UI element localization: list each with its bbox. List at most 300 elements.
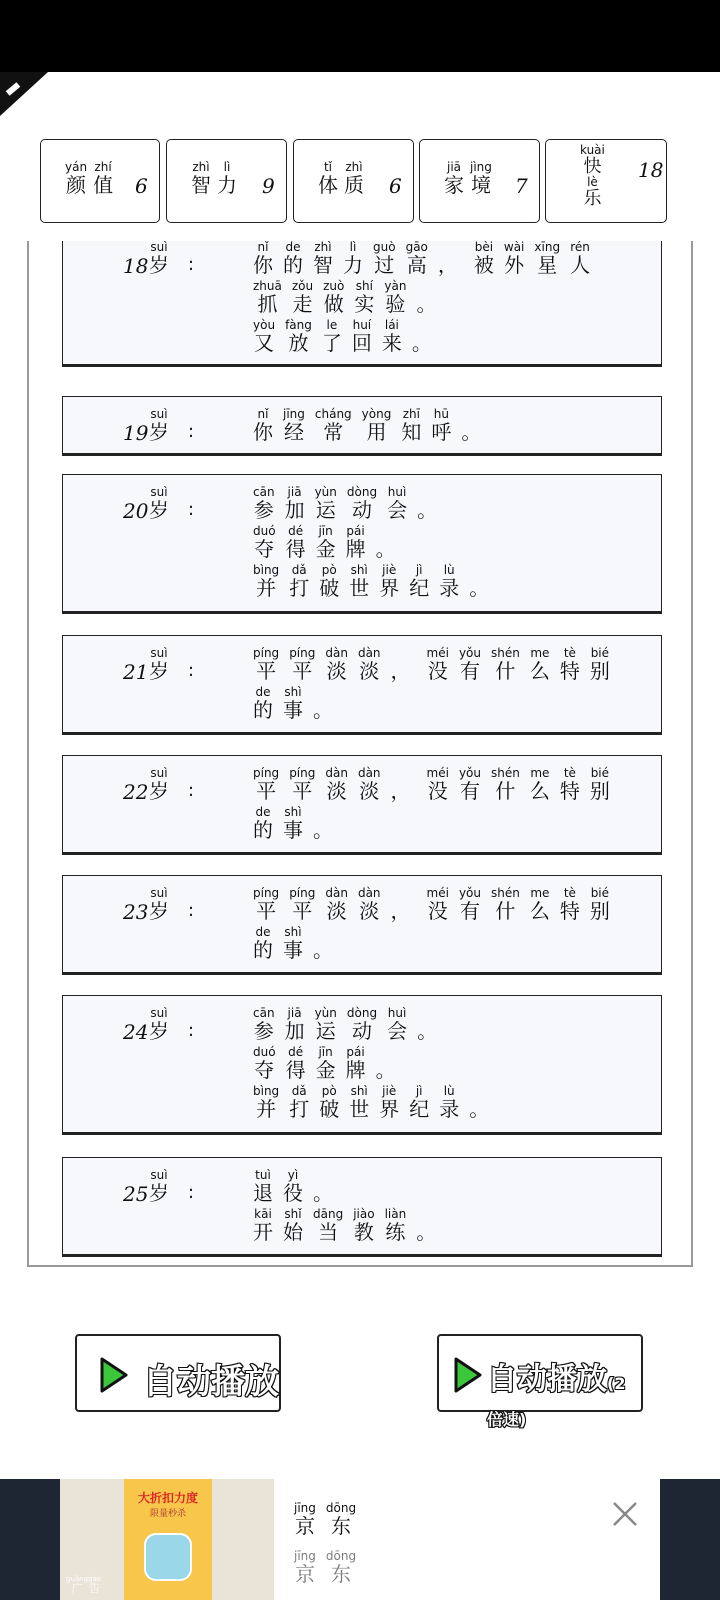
pinyin: jì	[415, 1084, 423, 1098]
hanzi: 退	[253, 1181, 273, 1205]
hanzi-with-pinyin	[387, 1006, 407, 1042]
hanzi-with-pinyin	[253, 1207, 273, 1243]
hanzi-with-pinyin	[289, 563, 309, 599]
hanzi: 淡	[359, 779, 380, 803]
pinyin: méi	[426, 886, 449, 900]
stat-label	[444, 160, 498, 196]
pinyin: bié	[590, 886, 610, 900]
hanzi-with-pinyin	[316, 1045, 336, 1081]
hanzi: 破	[319, 1097, 340, 1121]
hanzi: 广	[71, 1582, 83, 1595]
pinyin: guǎng	[66, 1575, 89, 1583]
hanzi: 。	[313, 938, 333, 962]
ad-char	[294, 1501, 316, 1537]
pinyin: bèi	[474, 241, 494, 254]
hanzi: 役	[283, 1181, 303, 1205]
age-unit	[149, 485, 169, 521]
hanzi-with-pinyin	[283, 805, 303, 841]
pinyin: dàn	[357, 766, 381, 780]
status-bar	[0, 0, 720, 72]
pinyin: jiā	[446, 160, 462, 174]
hanzi: 纪	[409, 1097, 430, 1121]
hanzi: 京	[294, 1514, 315, 1538]
hanzi: 夺	[254, 1058, 275, 1082]
hanzi-with-pinyin	[292, 279, 313, 315]
pinyin: me	[530, 646, 550, 660]
hanzi-with-pinyin	[491, 886, 520, 922]
hanzi-with-pinyin	[379, 1084, 399, 1120]
hanzi: 录	[439, 576, 460, 600]
stat-char	[470, 160, 492, 196]
hanzi-with-pinyin	[391, 886, 411, 922]
hanzi-with-pinyin	[325, 766, 348, 802]
ad-label	[66, 1575, 101, 1595]
pinyin: dōng	[325, 1501, 357, 1515]
pinyin: suì	[150, 1006, 168, 1020]
hanzi-with-pinyin	[313, 925, 333, 961]
hanzi-with-pinyin	[347, 1006, 377, 1042]
pinyin: lì	[349, 241, 357, 254]
pinyin: duó	[253, 524, 276, 538]
pinyin: de	[255, 805, 271, 819]
pinyin: yùn	[314, 485, 337, 499]
hanzi-with-pinyin	[283, 1168, 303, 1204]
pinyin: dòng	[346, 485, 378, 499]
hanzi: 呼	[431, 420, 452, 444]
hanzi: ，	[437, 253, 458, 277]
pinyin: xīng	[534, 241, 561, 254]
pinyin: píng	[289, 646, 316, 660]
hanzi: 特	[559, 899, 580, 923]
event-text-line	[253, 524, 412, 560]
hanzi: 抓	[257, 292, 278, 316]
stat-value: 6	[389, 174, 402, 198]
event-text-line	[253, 407, 497, 443]
hanzi: 。	[313, 818, 333, 842]
pinyin: dé	[288, 524, 304, 538]
hanzi-with-pinyin	[438, 241, 458, 276]
hanzi: 岁	[149, 779, 169, 803]
hanzi-with-pinyin	[417, 485, 437, 521]
pinyin	[376, 1045, 396, 1059]
pinyin: shì	[350, 563, 368, 577]
hanzi: 淡	[359, 659, 380, 683]
hanzi: 当	[318, 1220, 339, 1244]
age-number: 24	[123, 1020, 149, 1044]
hanzi-with-pinyin	[313, 685, 333, 721]
hanzi-with-pinyin	[427, 766, 449, 802]
hanzi: 京	[294, 1562, 315, 1586]
hanzi-with-pinyin	[409, 1084, 429, 1120]
life-event-card	[62, 474, 662, 614]
pinyin: yàn	[384, 279, 407, 293]
pinyin: kāi	[254, 1207, 272, 1221]
pinyin: bié	[590, 646, 610, 660]
auto-play-2x-button[interactable]	[437, 1334, 643, 1429]
life-event-card	[62, 995, 662, 1135]
life-events-panel[interactable]	[27, 241, 693, 1267]
hanzi: 平	[292, 899, 313, 923]
pinyin	[469, 1084, 489, 1098]
pinyin: jiā	[287, 1006, 302, 1020]
hanzi: 。	[469, 1097, 490, 1121]
hanzi: 并	[256, 1097, 277, 1121]
hanzi-with-pinyin	[283, 925, 303, 961]
age-number: 20	[123, 499, 149, 523]
pinyin: tè	[563, 766, 576, 780]
hanzi: 别	[589, 779, 610, 803]
pinyin: shén	[491, 766, 520, 780]
pinyin: nǐ	[257, 407, 269, 421]
pinyin: huì	[387, 1006, 407, 1020]
hanzi-with-pinyin	[459, 766, 481, 802]
hanzi-with-pinyin	[570, 241, 590, 276]
age-number: 19	[123, 421, 149, 445]
hanzi: 又	[254, 331, 275, 355]
age-number: 25	[123, 1182, 149, 1206]
pinyin: zhì	[192, 160, 210, 174]
hanzi: 岁	[149, 1181, 169, 1205]
colon: :	[188, 499, 195, 520]
hanzi-with-pinyin	[313, 805, 333, 841]
hanzi-with-pinyin	[289, 646, 315, 682]
hanzi: 。	[313, 1181, 333, 1205]
hanzi: 没	[427, 659, 448, 683]
hanzi: 了	[321, 331, 342, 355]
ad-char	[326, 1549, 356, 1585]
event-text-line	[253, 886, 620, 922]
hanzi-with-pinyin	[283, 1207, 303, 1243]
hanzi-with-pinyin	[459, 646, 481, 682]
pinyin	[313, 925, 333, 939]
pinyin: shì	[284, 805, 302, 819]
hanzi: 。	[375, 537, 396, 561]
hanzi: 实	[354, 292, 375, 316]
pinyin: dǎ	[291, 1084, 307, 1098]
hanzi-with-pinyin	[427, 886, 449, 922]
pinyin: shǐ	[284, 1207, 302, 1221]
pinyin	[469, 563, 489, 577]
pinyin: jiè	[382, 563, 397, 577]
hanzi-with-pinyin	[319, 1084, 339, 1120]
hanzi-with-pinyin	[362, 407, 392, 443]
hanzi: 家	[444, 173, 464, 197]
pinyin: gāo	[405, 241, 428, 254]
event-text-line	[253, 1207, 452, 1243]
hanzi-with-pinyin	[439, 1084, 459, 1120]
pinyin: dàn	[325, 646, 348, 660]
hanzi: 运	[315, 498, 336, 522]
hanzi: 智	[191, 173, 211, 197]
hanzi: 用	[366, 420, 387, 444]
hanzi: 。	[461, 420, 482, 444]
auto-play-button[interactable]	[75, 1334, 281, 1412]
pinyin: suì	[150, 241, 168, 254]
pinyin: suì	[150, 1168, 168, 1182]
hanzi-with-pinyin	[313, 241, 333, 276]
ad-product-card	[124, 1479, 212, 1600]
pinyin: lù	[443, 1084, 455, 1098]
hanzi: 淡	[359, 899, 380, 923]
pinyin: yǒu	[458, 646, 481, 660]
pinyin: shì	[350, 1084, 368, 1098]
pinyin: zhì	[345, 160, 363, 174]
hanzi: 你	[253, 420, 273, 444]
pinyin: suì	[150, 646, 168, 660]
hanzi: 打	[289, 576, 310, 600]
hanzi-with-pinyin	[530, 646, 550, 682]
pinyin	[376, 524, 396, 538]
stat-value: 18	[638, 158, 664, 182]
hanzi-with-pinyin	[319, 563, 339, 599]
pinyin: lù	[443, 563, 455, 577]
hanzi-with-pinyin	[409, 563, 429, 599]
hanzi-with-pinyin	[313, 1168, 333, 1204]
hanzi-with-pinyin	[349, 1084, 369, 1120]
event-text-line	[253, 318, 448, 354]
hanzi-with-pinyin	[289, 1084, 309, 1120]
pinyin: yǒu	[458, 886, 481, 900]
hanzi: 体	[318, 173, 338, 197]
pinyin: pò	[321, 563, 337, 577]
pinyin: yòu	[253, 318, 276, 332]
stat-value: 9	[262, 174, 275, 198]
age-unit	[149, 766, 169, 802]
pinyin: dōng	[325, 1549, 357, 1563]
pinyin	[412, 318, 432, 332]
auto-play-label: 自动播放	[143, 1362, 279, 1402]
hanzi-with-pinyin	[354, 279, 374, 315]
hanzi: 告	[89, 1582, 101, 1595]
pinyin: lì	[223, 160, 231, 174]
hanzi-with-pinyin	[431, 407, 451, 443]
pinyin: dàn	[325, 766, 348, 780]
pinyin: jiào	[353, 1207, 375, 1221]
hanzi-with-pinyin	[373, 241, 396, 276]
pinyin: cān	[253, 1006, 275, 1020]
stat-box	[419, 139, 540, 223]
hanzi: 岁	[149, 253, 169, 277]
hanzi: 世	[349, 1097, 370, 1121]
hanzi: 外	[504, 253, 525, 277]
corner-flag-icon[interactable]	[0, 72, 48, 120]
pinyin: me	[530, 766, 550, 780]
hanzi: 人	[570, 253, 591, 277]
ad-image[interactable]	[60, 1479, 274, 1600]
pinyin: yòng	[361, 407, 392, 421]
hanzi-with-pinyin	[530, 886, 550, 922]
hanzi: 事	[283, 938, 303, 962]
event-text-line	[253, 563, 505, 599]
hanzi-with-pinyin	[289, 766, 315, 802]
play-icon	[453, 1356, 483, 1394]
hanzi: 并	[256, 576, 277, 600]
hanzi-with-pinyin	[253, 524, 276, 560]
hanzi: 有	[459, 779, 480, 803]
pinyin: guò	[373, 241, 396, 254]
hanzi-with-pinyin	[346, 524, 366, 560]
hanzi: 的	[283, 253, 303, 277]
pinyin: me	[530, 886, 550, 900]
hanzi-with-pinyin	[253, 925, 273, 961]
hanzi-with-pinyin	[560, 886, 580, 922]
stats-bar	[40, 139, 680, 223]
stat-box	[166, 139, 287, 223]
hanzi: 得	[285, 1058, 306, 1082]
hanzi: ，	[390, 899, 411, 923]
age-number: 18	[123, 254, 149, 278]
hanzi: 的	[253, 818, 273, 842]
age-number: 22	[123, 780, 149, 804]
close-icon[interactable]	[610, 1499, 640, 1529]
stat-char	[65, 160, 87, 196]
hanzi: 常	[323, 420, 344, 444]
pinyin	[313, 805, 333, 819]
event-text-line	[253, 1045, 412, 1081]
hanzi: 岁	[149, 659, 169, 683]
ad-banner-text: 大折扣力度	[137, 1491, 198, 1505]
ad-subtitle	[294, 1549, 366, 1585]
pinyin: zhī	[402, 407, 420, 421]
hanzi: 么	[529, 659, 550, 683]
hanzi-with-pinyin	[325, 646, 348, 682]
hanzi: 放	[288, 331, 309, 355]
stat-box	[545, 139, 667, 223]
hanzi: 验	[385, 292, 406, 316]
hanzi: 特	[559, 779, 580, 803]
hanzi: 什	[495, 899, 516, 923]
hanzi-with-pinyin	[401, 407, 421, 443]
pinyin: dàn	[357, 646, 381, 660]
stat-char	[318, 160, 338, 196]
pinyin: jì	[415, 563, 423, 577]
hanzi-with-pinyin	[459, 886, 481, 922]
hanzi: 快	[583, 156, 602, 177]
hanzi-with-pinyin	[384, 279, 406, 315]
hanzi: 境	[470, 173, 491, 197]
hanzi: 淡	[326, 779, 347, 803]
hanzi-with-pinyin	[285, 1006, 305, 1042]
stat-char	[580, 144, 605, 176]
pinyin: yì	[287, 1168, 299, 1182]
event-text-line	[253, 805, 349, 841]
ad-title	[294, 1501, 366, 1537]
hanzi: 经	[283, 420, 304, 444]
hanzi: 界	[379, 1097, 400, 1121]
pinyin: zhì	[314, 241, 332, 254]
ad-char	[326, 1501, 356, 1537]
hanzi-with-pinyin	[352, 318, 372, 354]
hanzi: 岁	[149, 498, 169, 522]
pinyin: tǐ	[323, 160, 333, 174]
pinyin: yǒu	[458, 766, 481, 780]
hanzi-with-pinyin	[313, 1207, 343, 1243]
pinyin: nǐ	[257, 241, 269, 254]
pinyin: jīn	[318, 1045, 333, 1059]
ad-card[interactable]	[60, 1479, 660, 1600]
pinyin: wài	[503, 241, 525, 254]
hanzi: 平	[256, 779, 277, 803]
pinyin: gào	[88, 1575, 102, 1583]
pinyin: méi	[426, 646, 449, 660]
hanzi: 纪	[409, 576, 430, 600]
pinyin: de	[285, 241, 301, 254]
hanzi-with-pinyin	[346, 1045, 366, 1081]
hanzi: 教	[353, 1220, 374, 1244]
event-text-line	[253, 241, 600, 276]
pinyin: zǒu	[291, 279, 314, 293]
stat-char	[191, 160, 211, 196]
hanzi: 值	[93, 173, 114, 197]
hanzi: 有	[459, 899, 480, 923]
hanzi: 参	[253, 498, 274, 522]
hanzi: 平	[256, 659, 277, 683]
pinyin: píng	[253, 886, 280, 900]
pinyin: yán	[65, 160, 88, 174]
hanzi-with-pinyin	[474, 241, 494, 276]
hanzi-with-pinyin	[253, 646, 279, 682]
hanzi: 金	[315, 537, 336, 561]
life-event-card	[62, 635, 662, 735]
pinyin: suì	[150, 766, 168, 780]
hanzi-with-pinyin	[439, 563, 459, 599]
hanzi-with-pinyin	[349, 563, 369, 599]
hanzi-with-pinyin	[530, 766, 550, 802]
pinyin	[391, 646, 411, 660]
hanzi: 别	[589, 899, 610, 923]
hanzi: 高	[406, 253, 427, 277]
play-icon	[99, 1356, 129, 1394]
hanzi: 的	[253, 938, 273, 962]
hanzi-with-pinyin	[412, 318, 432, 354]
hanzi: 的	[253, 698, 273, 722]
pinyin: zhuā	[253, 279, 282, 293]
hanzi: 打	[289, 1097, 310, 1121]
hanzi: 颜	[66, 173, 87, 197]
hanzi: 牌	[345, 537, 366, 561]
pinyin: suì	[150, 485, 168, 499]
hanzi: 金	[315, 1058, 336, 1082]
ad-banner[interactable]	[0, 1479, 720, 1600]
hanzi: 事	[283, 818, 303, 842]
hanzi-with-pinyin	[427, 646, 449, 682]
hanzi: 别	[589, 659, 610, 683]
hanzi: 做	[323, 292, 344, 316]
life-event-card	[62, 875, 662, 975]
ad-product-icon	[144, 1533, 192, 1581]
pinyin: píng	[253, 646, 280, 660]
event-text-line	[253, 685, 349, 721]
hanzi: 淡	[326, 899, 347, 923]
hanzi: 。	[417, 1019, 438, 1043]
pinyin: dàn	[325, 886, 348, 900]
stat-char	[93, 160, 113, 196]
pinyin	[461, 407, 481, 421]
pinyin: shí	[355, 279, 373, 293]
hanzi: 力	[217, 173, 237, 197]
ad-char	[294, 1549, 316, 1585]
pinyin: jìng	[470, 160, 492, 174]
hanzi-with-pinyin	[253, 805, 273, 841]
colon: :	[188, 660, 195, 681]
pinyin: píng	[289, 886, 316, 900]
hanzi: 有	[459, 659, 480, 683]
pinyin: dāng	[313, 1207, 344, 1221]
pinyin: de	[255, 685, 271, 699]
pinyin: fàng	[285, 318, 312, 332]
age-unit	[149, 1168, 169, 1204]
hanzi: 。	[469, 576, 490, 600]
